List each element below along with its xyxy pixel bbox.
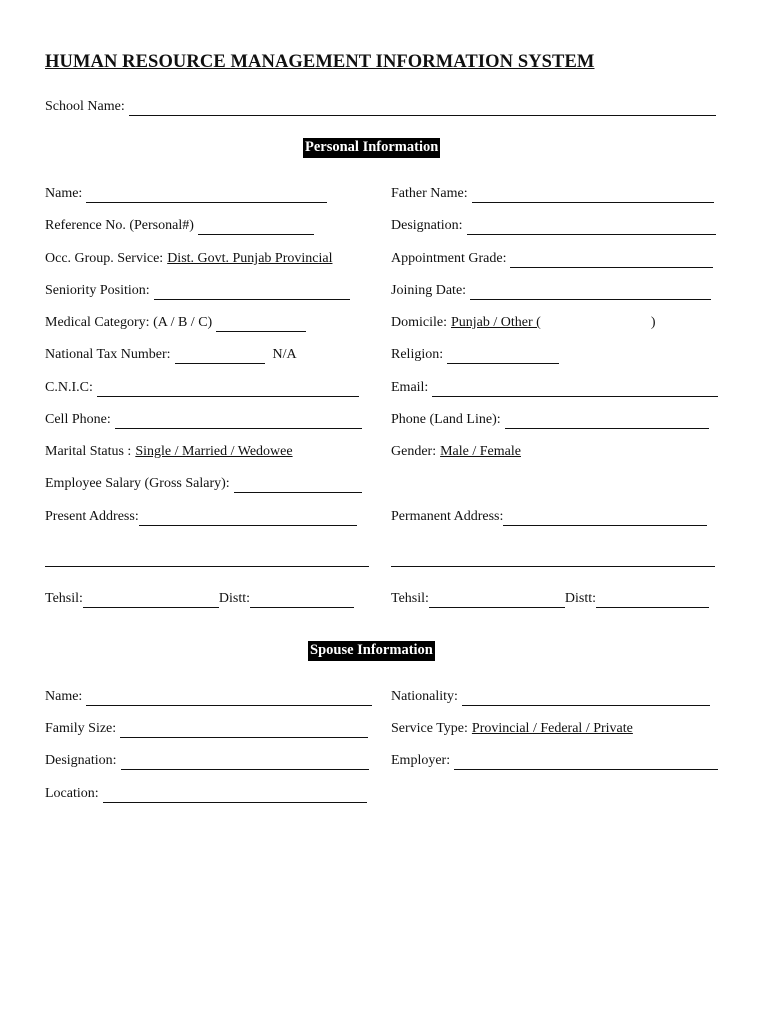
email-label: Email: <box>391 380 429 395</box>
spouse-name-field[interactable] <box>86 691 372 706</box>
permanent-address-label: Permanent Address: <box>391 509 504 524</box>
domicile-label: Domicile: <box>391 315 447 330</box>
appointment-grade-field[interactable] <box>510 253 713 268</box>
form-title: HUMAN RESOURCE MANAGEMENT INFORMATION SYSTEM <box>45 52 595 72</box>
seniority-row <box>45 282 350 300</box>
cell-phone-label: Cell Phone: <box>45 412 111 427</box>
appointment-grade-row <box>391 250 713 268</box>
present-tehsil-field[interactable] <box>83 593 219 608</box>
marital-status-value[interactable]: Single / Married / Wedowee <box>135 444 293 459</box>
present-address-field[interactable] <box>139 511 357 526</box>
school-name-label: School Name: <box>45 99 125 114</box>
occ-group-row <box>45 250 332 268</box>
gender-row <box>391 443 521 461</box>
present-tehsil-row <box>45 590 354 608</box>
present-address-line-2-field[interactable] <box>45 552 369 567</box>
present-address-line-2-row <box>45 552 369 567</box>
permanent-tehsil-field[interactable] <box>429 593 565 608</box>
joining-date-row <box>391 282 711 300</box>
gender-label: Gender: <box>391 444 437 459</box>
present-distt-label: Distt: <box>218 591 251 606</box>
name-row <box>45 185 327 203</box>
present-distt-field[interactable] <box>250 593 354 608</box>
domicile-value[interactable]: Punjab / Other ( <box>451 315 541 330</box>
present-address-label: Present Address: <box>45 509 139 524</box>
medical-category-label: Medical Category: (A / B / C) <box>45 315 213 330</box>
cell-phone-row <box>45 411 362 429</box>
spouse-name-label: Name: <box>45 689 83 704</box>
permanent-address-row <box>391 508 707 526</box>
name-label: Name: <box>45 186 83 201</box>
service-type-row <box>391 720 633 738</box>
location-label: Location: <box>45 786 99 801</box>
reference-no-field[interactable] <box>198 220 314 235</box>
name-field[interactable] <box>86 188 327 203</box>
family-size-label: Family Size: <box>45 721 117 736</box>
spouse-information-heading: Spouse Information <box>308 641 435 661</box>
nationality-label: Nationality: <box>391 689 458 704</box>
present-address-row <box>45 508 357 526</box>
cnic-label: C.N.I.C: <box>45 380 93 395</box>
location-field[interactable] <box>103 788 367 803</box>
father-name-field[interactable] <box>472 188 714 203</box>
reference-no-label: Reference No. (Personal#) <box>45 218 194 233</box>
location-row <box>45 785 367 803</box>
marital-status-label: Marital Status : <box>45 444 132 459</box>
seniority-label: Seniority Position: <box>45 283 150 298</box>
nationality-row <box>391 688 710 706</box>
spouse-designation-label: Designation: <box>45 753 117 768</box>
phone-land-line-row <box>391 411 709 429</box>
employee-salary-label: Employee Salary (Gross Salary): <box>45 476 230 491</box>
appointment-grade-label: Appointment Grade: <box>391 251 507 266</box>
designation-row <box>391 217 716 235</box>
cnic-field[interactable] <box>97 382 359 397</box>
religion-row <box>391 346 559 364</box>
occ-group-value[interactable]: Dist. Govt. Punjab Provincial <box>167 251 333 266</box>
spouse-designation-row <box>45 752 369 770</box>
email-row <box>391 379 718 397</box>
permanent-tehsil-row <box>391 590 709 608</box>
school-name-row <box>45 98 716 116</box>
father-name-label: Father Name: <box>391 186 468 201</box>
joining-date-label: Joining Date: <box>391 283 467 298</box>
medical-category-field[interactable] <box>216 317 306 332</box>
father-name-row <box>391 185 714 203</box>
permanent-tehsil-label: Tehsil: <box>391 591 429 606</box>
permanent-distt-field[interactable] <box>596 593 709 608</box>
joining-date-field[interactable] <box>470 285 711 300</box>
national-tax-row <box>45 346 297 364</box>
permanent-address-line-2-field[interactable] <box>391 552 715 567</box>
employee-salary-field[interactable] <box>234 478 362 493</box>
employer-field[interactable] <box>454 755 718 770</box>
marital-status-row <box>45 443 293 461</box>
employer-row <box>391 752 718 770</box>
personal-information-heading: Personal Information <box>303 138 440 158</box>
seniority-field[interactable] <box>154 285 350 300</box>
designation-field[interactable] <box>467 220 716 235</box>
religion-field[interactable] <box>447 349 559 364</box>
phone-land-line-label: Phone (Land Line): <box>391 412 501 427</box>
national-tax-label: National Tax Number: <box>45 347 171 362</box>
school-name-field[interactable] <box>129 101 716 116</box>
reference-no-row <box>45 217 314 235</box>
service-type-value[interactable]: Provincial / Federal / Private <box>471 721 633 736</box>
permanent-address-field[interactable] <box>503 511 707 526</box>
phone-land-line-field[interactable] <box>505 414 709 429</box>
religion-label: Religion: <box>391 347 444 362</box>
gender-value[interactable]: Male / Female <box>440 444 521 459</box>
email-field[interactable] <box>432 382 718 397</box>
present-tehsil-label: Tehsil: <box>45 591 83 606</box>
domicile-close: ) <box>650 315 656 330</box>
medical-category-row <box>45 314 306 332</box>
domicile-row <box>391 314 656 332</box>
occ-group-label: Occ. Group. Service: <box>45 251 164 266</box>
service-type-label: Service Type: <box>391 721 468 736</box>
national-tax-na: N/A <box>272 347 297 362</box>
permanent-address-line-2-row <box>391 552 715 567</box>
designation-label: Designation: <box>391 218 463 233</box>
employee-salary-row <box>45 475 362 493</box>
family-size-field[interactable] <box>120 723 368 738</box>
employer-label: Employer: <box>391 753 451 768</box>
cell-phone-field[interactable] <box>115 414 362 429</box>
spouse-designation-field[interactable] <box>121 755 369 770</box>
nationality-field[interactable] <box>462 691 710 706</box>
permanent-distt-label: Distt: <box>564 591 597 606</box>
cnic-row <box>45 379 359 397</box>
spouse-name-row <box>45 688 372 706</box>
national-tax-field[interactable] <box>175 349 265 364</box>
family-size-row <box>45 720 368 738</box>
